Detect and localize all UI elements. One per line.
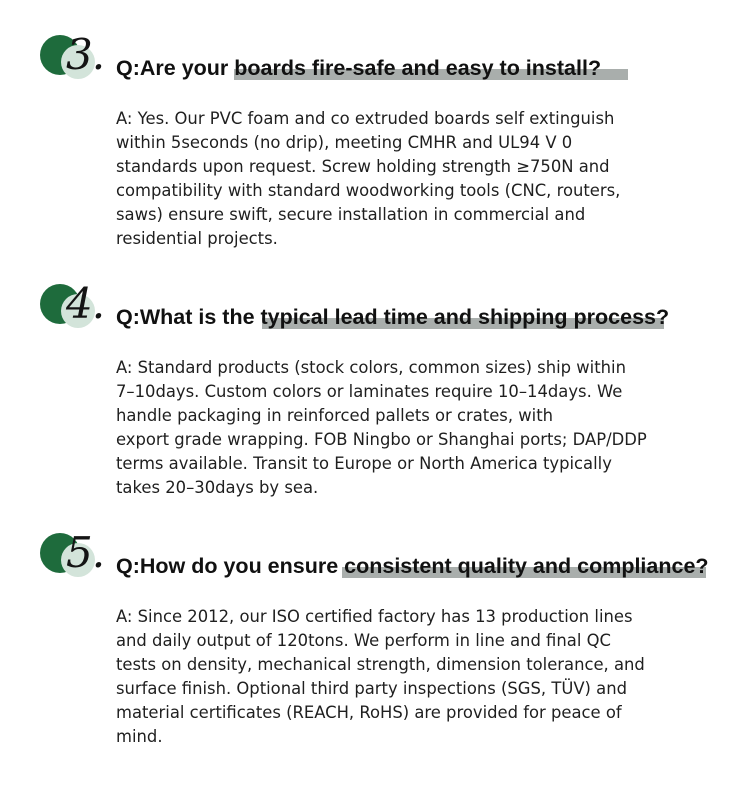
answer-line: takes 20–30days by sea. [116,478,319,497]
answer-line: material certificates (REACH, RoHS) are provided for peace of [116,703,622,722]
question-heading: Q:What is the typical lead time and shipping process? [116,305,670,329]
answer-text [116,107,686,251]
answer-line: A: Standard products (stock colors, common sizes) ship within [116,358,626,377]
answer-line: A: Yes. Our PVC foam and co extruded boards self extinguish [116,109,615,128]
badge-number: 3. [66,30,105,79]
question-wrap [116,551,709,581]
number-badge [40,279,105,334]
answer-line: mind. [116,727,163,746]
number-badge [40,528,105,583]
answer-line: A: Since 2012, our ISO certified factory has 13 production lines [116,607,633,626]
question-heading: Q:How do you ensure consistent quality and compliance? [116,554,709,578]
answer-line: handle packaging in reinforced pallets or crates, with [116,406,554,425]
badge-number: 4. [66,279,105,328]
question-wrap [116,302,669,332]
badge-number: 5. [66,528,105,577]
answer-text [116,356,686,500]
answer-line: surface finish. Optional third party inspections (SGS, TÜV) and [116,679,627,698]
answer-line: compatibility with standard woodworking tools (CNC, routers, [116,181,621,200]
answer-line: export grade wrapping. FOB Ningbo or Shanghai ports; DAP/DDP [116,430,647,449]
answer-text [116,605,686,749]
answer-line: within 5seconds (no drip), meeting CMHR and UL94 V 0 [116,133,573,152]
answer-line: 7–10days. Custom colors or laminates require 10–14days. We [116,382,623,401]
answer-line: tests on density, mechanical strength, dimension tolerance, and [116,655,645,674]
answer-line: residential projects. [116,229,278,248]
answer-line: standards upon request. Screw holding strength ≥750N and [116,157,610,176]
answer-line: terms available. Transit to Europe or North America typically [116,454,612,473]
number-badge [40,30,105,85]
answer-line: and daily output of 120tons. We perform in line and final QC [116,631,611,650]
question-wrap [116,53,601,83]
answer-line: saws) ensure swift, secure installation in commercial and [116,205,586,224]
question-heading: Q:Are your boards fire-safe and easy to install? [116,56,602,80]
